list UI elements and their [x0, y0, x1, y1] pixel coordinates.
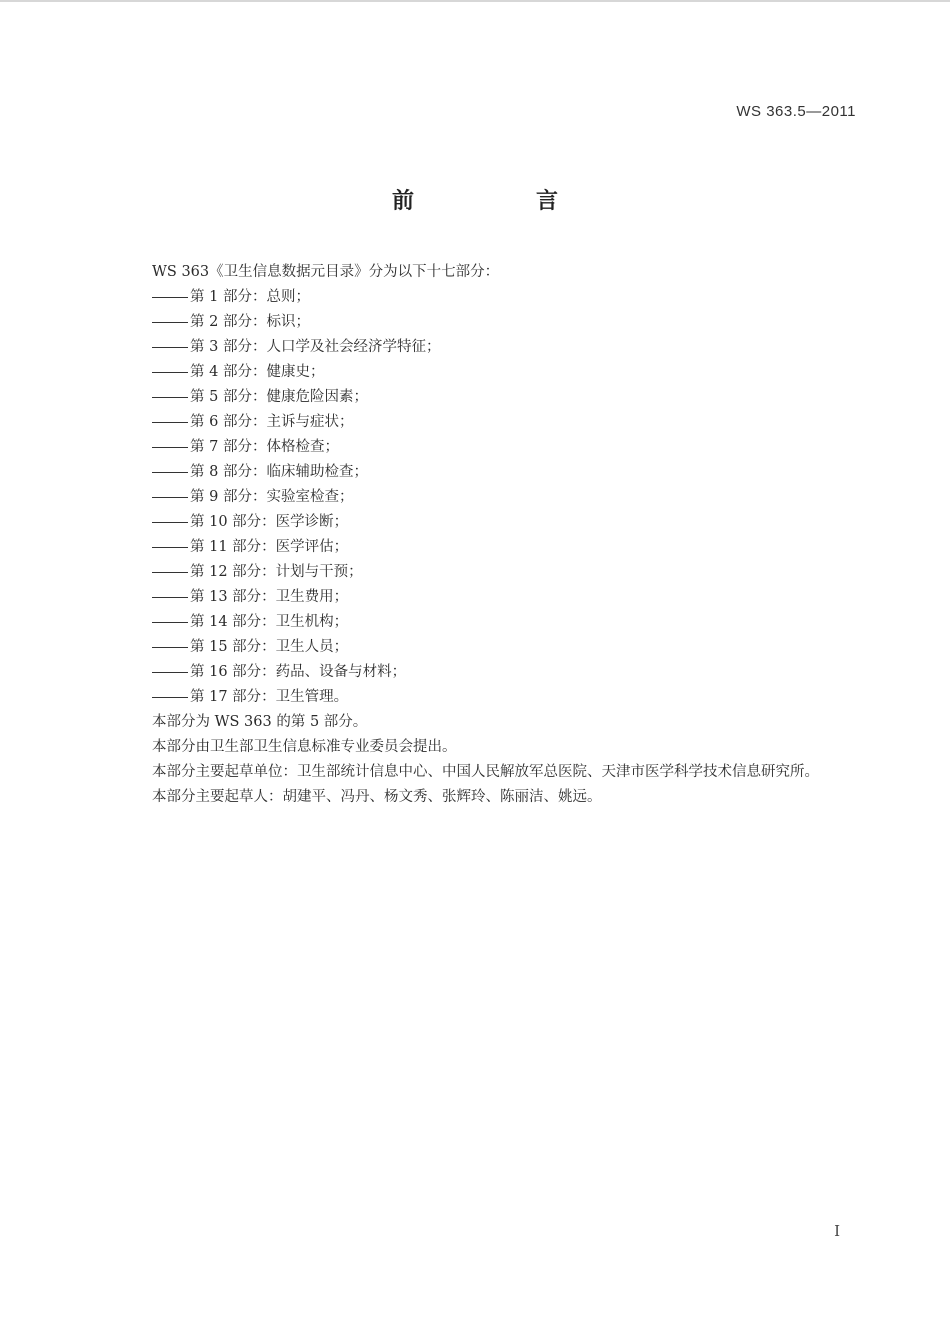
em-dash	[152, 672, 188, 673]
list-item: 第 15 部分：卫生人员；	[108, 635, 853, 660]
em-dash	[152, 647, 188, 648]
list-item: 第 16 部分：药品、设备与材料；	[108, 660, 853, 685]
proposed-by-statement: 本部分由卫生部卫生信息标准专业委员会提出。	[152, 739, 457, 755]
em-dash	[152, 622, 188, 623]
em-dash	[152, 422, 188, 423]
list-item: 第 5 部分：健康危险因素；	[108, 385, 853, 410]
em-dash	[152, 522, 188, 523]
list-item: 第 3 部分：人口学及社会经济学特征；	[108, 335, 853, 360]
foreword-body	[108, 260, 853, 810]
list-item: 第 13 部分：卫生费用；	[108, 585, 853, 610]
em-dash	[152, 547, 188, 548]
em-dash	[152, 397, 188, 398]
page-number: I	[834, 1222, 840, 1240]
list-item: 第 14 部分：卫生机构；	[108, 610, 853, 635]
list-item: 第 9 部分：实验室检查；	[108, 485, 853, 510]
parts-list	[108, 285, 853, 710]
em-dash	[152, 572, 188, 573]
em-dash	[152, 472, 188, 473]
list-item: 第 8 部分：临床辅助检查；	[108, 460, 853, 485]
list-item: 第 17 部分：卫生管理。	[108, 685, 853, 710]
list-item: 第 10 部分：医学诊断；	[108, 510, 853, 535]
em-dash	[152, 497, 188, 498]
em-dash	[152, 322, 188, 323]
intro-paragraph: WS 363《卫生信息数据元目录》分为以下十七部分：	[152, 264, 500, 280]
em-dash	[152, 447, 188, 448]
drafting-units-statement: 本部分主要起草单位：卫生部统计信息中心、中国人民解放军总医院、天津市医学科学技术信息研究所。	[152, 764, 819, 780]
em-dash	[152, 697, 188, 698]
drafters-statement: 本部分主要起草人：胡建平、冯丹、杨文秀、张辉玲、陈丽洁、姚远。	[152, 789, 602, 805]
page-title: 前 言	[391, 189, 608, 214]
list-item: 第 1 部分：总则；	[108, 285, 853, 310]
list-item: 第 7 部分：体格检查；	[108, 435, 853, 460]
list-item: 第 6 部分：主诉与症状；	[108, 410, 853, 435]
list-item: 第 11 部分：医学评估；	[108, 535, 853, 560]
em-dash	[152, 297, 188, 298]
em-dash	[152, 372, 188, 373]
em-dash	[152, 347, 188, 348]
standard-code: WS 363.5—2011	[736, 103, 856, 120]
list-item: 第 12 部分：计划与干预；	[108, 560, 853, 585]
this-part-statement: 本部分为 WS 363 的第 5 部分。	[152, 714, 368, 730]
list-item: 第 2 部分：标识；	[108, 310, 853, 335]
list-item: 第 4 部分：健康史；	[108, 360, 853, 385]
em-dash	[152, 597, 188, 598]
